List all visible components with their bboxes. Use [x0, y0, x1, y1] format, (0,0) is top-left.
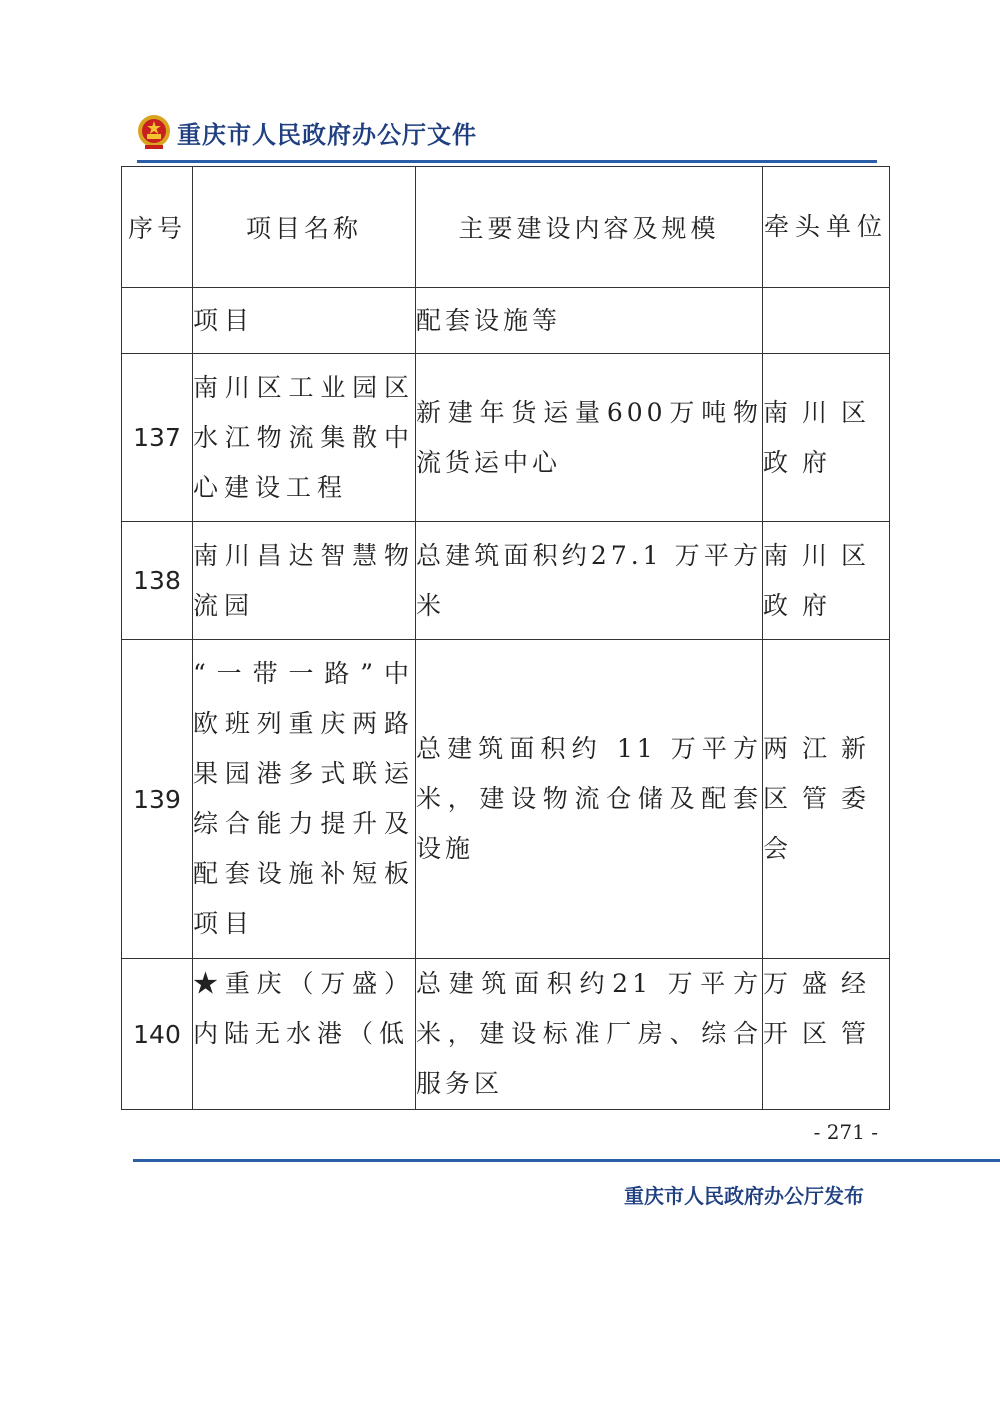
table-row [122, 354, 890, 522]
column-header-no: 序号 [122, 167, 193, 288]
row-number: 137 [122, 354, 193, 522]
project-content: 总建筑面积约 11 万平方米，建设物流仓储及配套设施 [416, 640, 763, 959]
national-emblem-icon [137, 112, 171, 152]
footer-divider [133, 1159, 1000, 1162]
document-header [137, 110, 477, 154]
row-number: 138 [122, 522, 193, 640]
project-name: 项目 [193, 288, 416, 354]
table-row [122, 959, 890, 1110]
project-table [121, 166, 890, 1110]
lead-unit [763, 288, 890, 354]
project-name: “一带一路”中欧班列重庆两路果园港多式联运综合能力提升及配套设施补短板项目 [193, 640, 416, 959]
row-number: 140 [122, 959, 193, 1110]
lead-unit: 两江新区管委会 [763, 640, 890, 959]
project-content: 总建筑面积约27.1 万平方米 [416, 522, 763, 640]
page-number: - 271 - [813, 1120, 878, 1144]
project-content: 配套设施等 [416, 288, 763, 354]
lead-unit: 万盛经开区管 [763, 959, 890, 1110]
lead-unit: 南川区政府 [763, 354, 890, 522]
project-name: 南川区工业园区水江物流集散中心建设工程 [193, 354, 416, 522]
document-header-title: 重庆市人民政府办公厅文件 [177, 120, 477, 149]
column-header-content: 主要建设内容及规模 [416, 167, 763, 288]
header-divider [137, 160, 877, 163]
row-number: 139 [122, 640, 193, 959]
table-header-row [122, 167, 890, 288]
table-row [122, 522, 890, 640]
lead-unit: 南川区政府 [763, 522, 890, 640]
column-header-unit: 牵头单位 [763, 167, 890, 288]
row-number [122, 288, 193, 354]
project-name: 南川昌达智慧物流园 [193, 522, 416, 640]
project-name: ★重庆（万盛）内陆无水港（低 [193, 959, 416, 1110]
column-header-name: 项目名称 [193, 167, 416, 288]
project-content: 新建年货运量600万吨物流货运中心 [416, 354, 763, 522]
project-content: 总建筑面积约21 万平方米，建设标准厂房、综合服务区 [416, 959, 763, 1110]
table-row [122, 288, 890, 354]
table-row [122, 640, 890, 959]
footer-publisher: 重庆市人民政府办公厅发布 [624, 1184, 864, 1208]
